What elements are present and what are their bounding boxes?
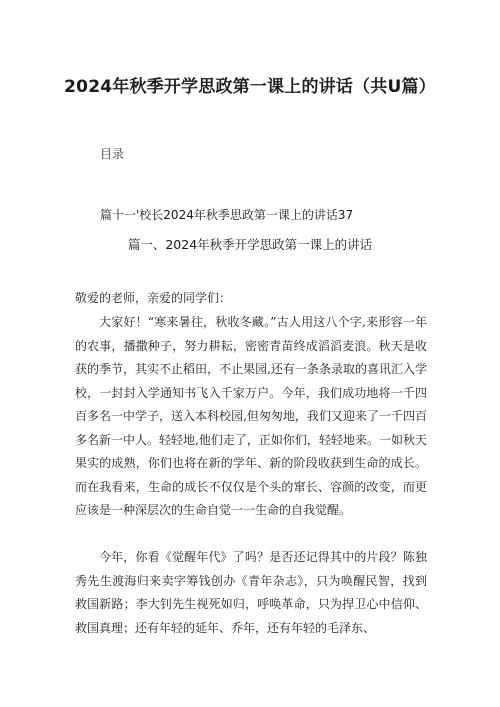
- body-paragraph: 今年，你看《觉醒年代》了吗？是否还记得其中的片段？陈独秀先生渡海归来卖字筹钱创办《青年杂志》，只为唤醒民智，找到救国新路；李大钊先生视死如归，呼唤革命，只为捍卫心中信仰、救国真理；还有年轻的延年、乔年，还有年轻的毛泽东、: [75, 550, 427, 635]
- section-title: 篇一、2024年秋季开学思政第一课上的讲话: [127, 237, 373, 252]
- body-paragraph: 大家好！“寒来暑往，秋收冬藏。”古人用这八个字,来形容一年的农事，播撒种子，努力耕耘，密密青苗终成滔滔麦浪。秋天是收获的季节，其实不止稻田，不止果园,还有一条条录取的喜讯汇入学校，一封封入学通知书飞入千家万户。今年，我们成功地将一千四百多名一中学子，送入本科校园,但匆匆地，我们又迎来了一千四百多名新一中人。轻轻地,他们走了，正如你们，轻轻地来。一如秋天果实的成熟，你们也将在新的学年、新的阶段收获到生命的成长。而在我看来，生命的成长不仅仅是个头的窜长、容颜的改变，而更应该是一种深层次的生命自觉一一生命的自我觉醒。: [75, 315, 427, 517]
- document-title: 2024年秋季开学思政第一课上的讲话（共U篇）: [64, 77, 436, 97]
- salutation: 敬爱的老师，亲爱的同学们：: [75, 291, 232, 305]
- toc-label: 目录: [100, 147, 125, 161]
- toc-entry[interactable]: 篇十一'校长2024年秋季思政第一课上的讲话37: [100, 208, 354, 222]
